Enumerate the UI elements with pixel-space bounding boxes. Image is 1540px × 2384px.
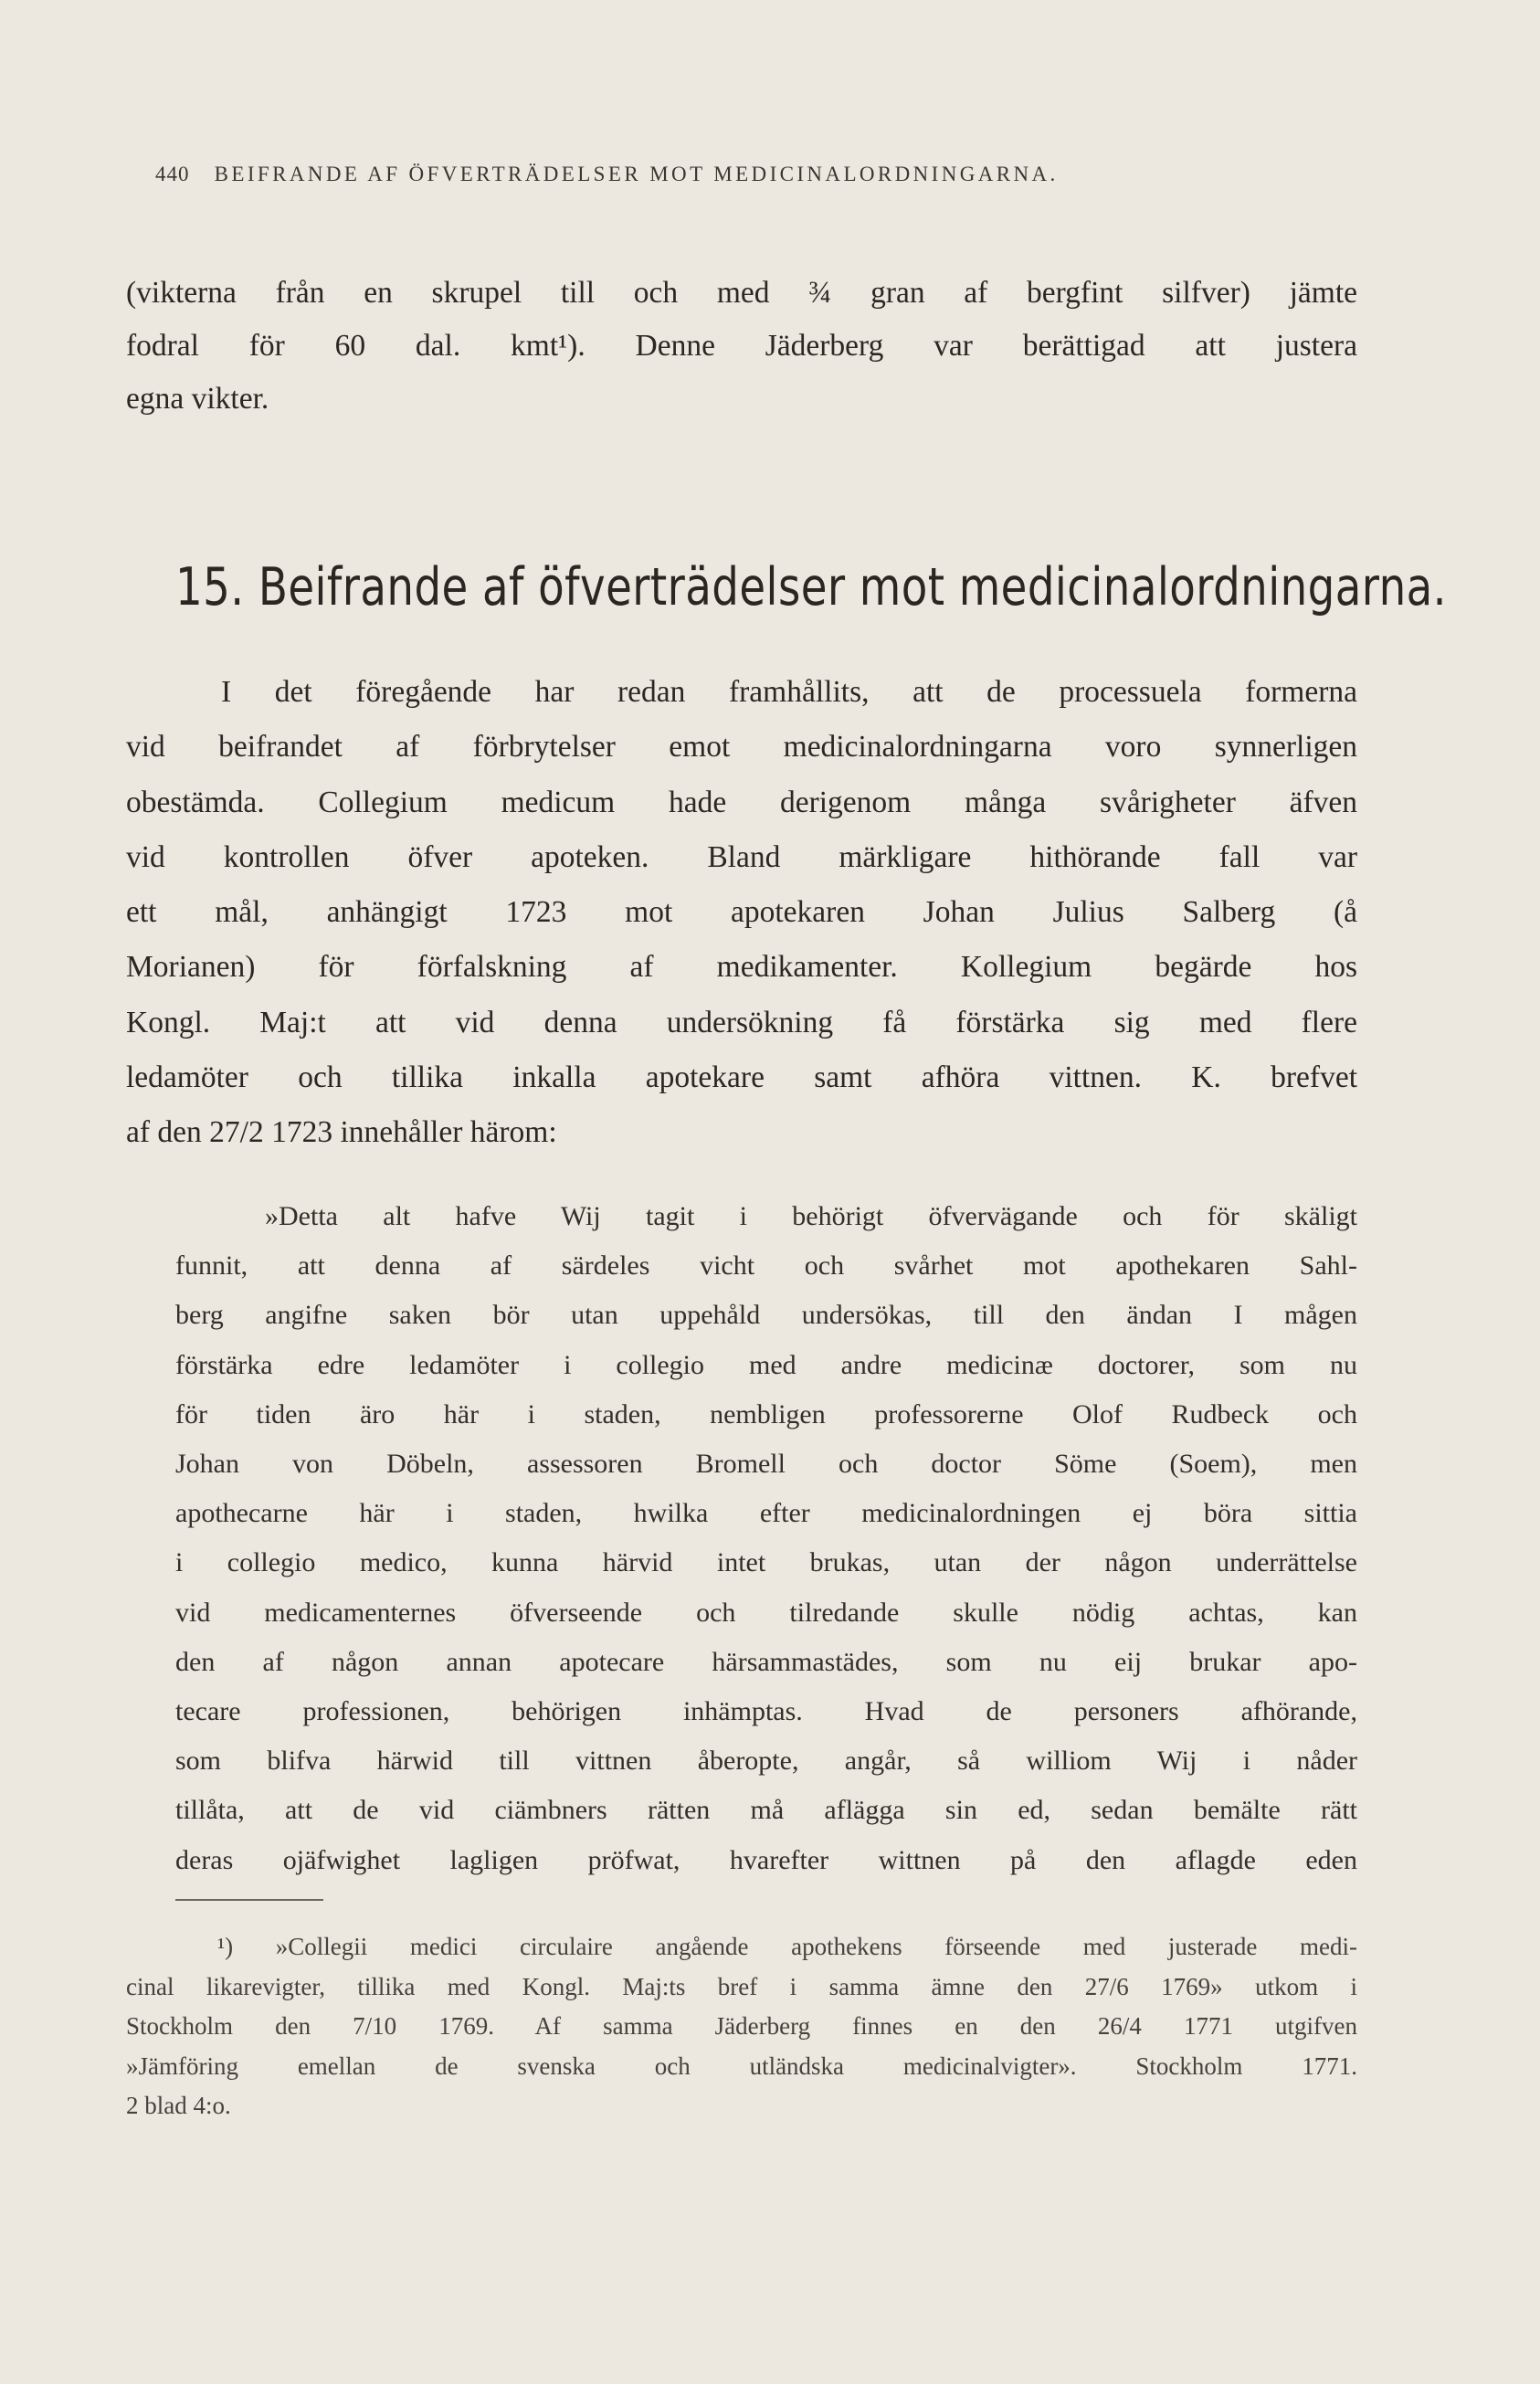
text-line: ledamöter och tillika inkalla apotekare samt afhöra vittnen. K. brefvet <box>126 1060 1357 1095</box>
quote-line: funnit, att denna af särdeles vicht och svårhet mot apothekaren Sahl- <box>175 1250 1357 1282</box>
main-paragraph <box>126 665 1357 1161</box>
section-heading <box>175 557 1447 617</box>
quote-line: »Detta alt hafve Wij tagit i behörigt öfvervägande och för skäligt <box>265 1201 1357 1231</box>
text-line: fodral för 60 dal. kmt¹). Denne Jäderberg var berättigad att justera <box>126 329 1357 363</box>
footnote-divider <box>175 1899 323 1901</box>
quote-line: tillåta, att de vid ciämbners rätten må aflägga sin ed, sedan bemälte rätt <box>175 1795 1357 1826</box>
page-number: 440 <box>155 163 190 185</box>
text-line: af den 27/2 1723 innehåller härom: <box>126 1115 557 1150</box>
footnote-line: ¹) »Collegii medici circulaire angående apothekens förseende med justerade medi- <box>217 1933 1357 1960</box>
quote-line: vid medicamenternes öfverseende och tilredande skulle nödig achtas, kan <box>175 1597 1357 1628</box>
quote-line: berg angifne saken bör utan uppehåld undersökas, till den ändan I mågen <box>175 1300 1357 1331</box>
quote-line: för tiden äro här i staden, nembligen professorerne Olof Rudbeck och <box>175 1398 1357 1429</box>
text-line: (vikterna från en skrupel till och med ¾ gran af bergfint silfver) jämte <box>126 276 1357 310</box>
running-head-title: BEIFRANDE AF ÖFVERTRÄDELSER MOT MEDICINALORDNINGARNA. <box>214 163 1059 185</box>
text-line: obestämda. Collegium medicum hade derigenom många svårigheter äfven <box>126 785 1357 819</box>
text-line: egna vikter. <box>126 382 269 416</box>
text-line: vid beifrandet af förbrytelser emot medicinalordningarna voro synnerligen <box>126 730 1357 765</box>
intro-paragraph <box>126 267 1357 426</box>
quote-line: tecare professionen, behörigen inhämptas. Hvad de personers afhörande, <box>175 1696 1357 1727</box>
text-line: Kongl. Maj:t att vid denna undersökning få förstärka sig med flere <box>126 1005 1357 1039</box>
running-head <box>155 163 1059 186</box>
royal-letter-quote <box>175 1192 1357 1885</box>
text-line: Morianen) för förfalskning af medikamenter. Kollegium begärde hos <box>126 950 1357 985</box>
text-line: I det föregående har redan framhållits, att de processuela formerna <box>221 675 1357 709</box>
footnote-line: 2 blad 4:o. <box>126 2092 231 2119</box>
footnote-line: cinal likarevigter, tillika med Kongl. Maj:ts bref i samma ämne den 27/6 1769» utkom i <box>126 1972 1357 2000</box>
footnote-line: Stockholm den 7/10 1769. Af samma Jäderberg finnes en den 26/4 1771 utgifven <box>126 2012 1357 2040</box>
footnote-line: »Jämföring emellan de svenska och utländska medicinalvigter». Stockholm 1771. <box>126 2052 1357 2080</box>
quote-line: deras ojäfwighet lagligen pröfwat, hvarefter wittnen på den aflagde eden <box>175 1844 1357 1875</box>
quote-line: förstärka edre ledamöter i collegio med andre medicinæ doctorer, som nu <box>175 1349 1357 1380</box>
quote-line: i collegio medico, kunna härvid intet brukas, utan der någon underrättelse <box>175 1547 1357 1578</box>
text-line: vid kontrollen öfver apoteken. Bland märkligare hithörande fall var <box>126 839 1357 874</box>
section-title: Beifrande af öfverträdelser mot medicinalordningarna. <box>258 557 1447 617</box>
quote-line: apothecarne här i staden, hwilka efter medicinalordningen ej böra sittia <box>175 1498 1357 1529</box>
footnote <box>126 1927 1357 2126</box>
section-number: 15. <box>175 557 245 617</box>
quote-line: Johan von Döbeln, assessoren Bromell och doctor Söme (Soem), men <box>175 1449 1357 1480</box>
quote-line: som blifva härwid till vittnen åberopte, angår, så williom Wij i nåder <box>175 1746 1357 1777</box>
quote-line: den af någon annan apotecare härsammastädes, som nu eij brukar apo- <box>175 1646 1357 1677</box>
text-line: ett mål, anhängigt 1723 mot apotekaren Johan Julius Salberg (å <box>126 895 1357 930</box>
